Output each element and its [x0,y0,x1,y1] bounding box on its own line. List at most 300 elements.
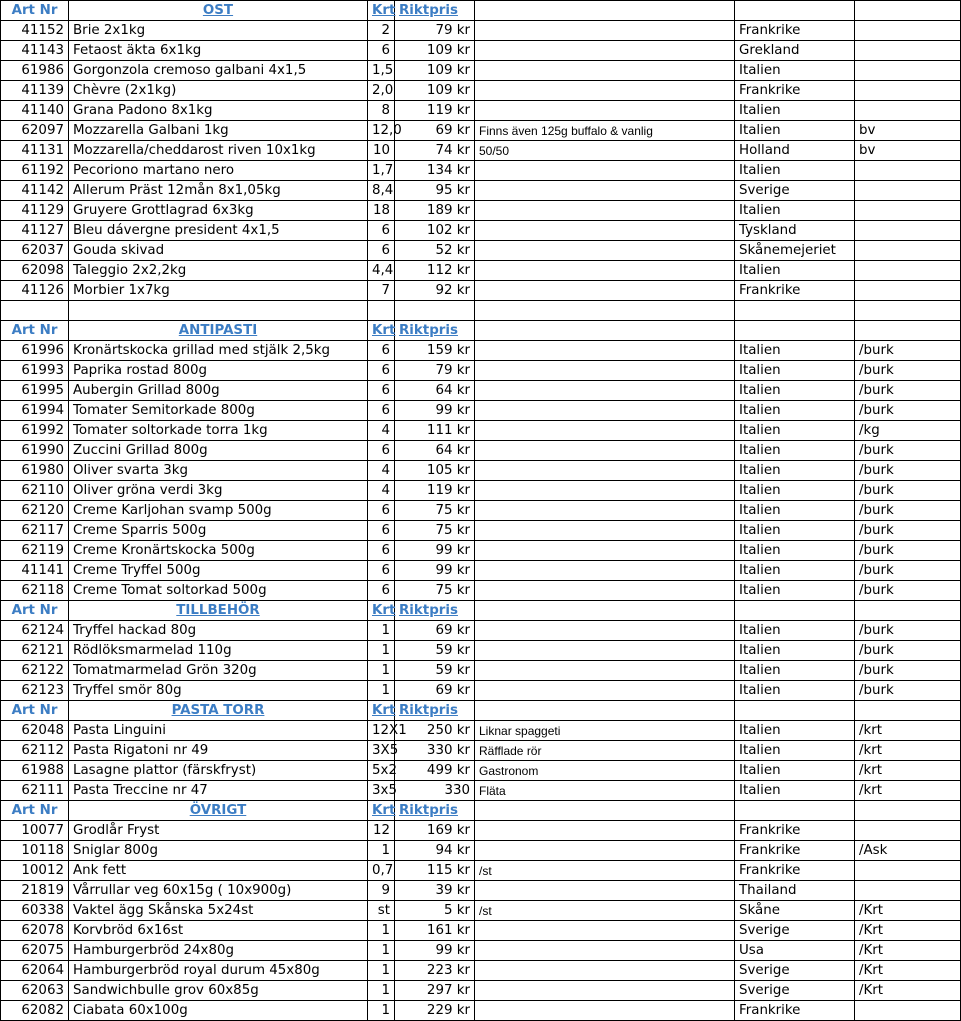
price: 109 kr [395,81,475,101]
price: 75 kr [395,501,475,521]
article-number: 62111 [1,781,69,801]
product-note: 50/50 [475,141,735,161]
origin: Holland [735,141,855,161]
origin: Italien [735,161,855,181]
unit: /burk [855,481,961,501]
table-row [1,401,961,421]
table-row [1,281,961,301]
origin: Italien [735,721,855,741]
unit [855,261,961,281]
product-name: Hamburgerbröd 24x80g [69,941,368,961]
price: 119 kr [395,101,475,121]
table-row [1,541,961,561]
table-row [1,501,961,521]
article-number: 62082 [1,1001,69,1021]
origin: Italien [735,481,855,501]
product-note [475,621,735,641]
product-name: Oliver gröna verdi 3kg [69,481,368,501]
carton-size: 2 [368,21,395,41]
table-row [1,481,961,501]
product-note [475,61,735,81]
price: 69 kr [395,121,475,141]
table-row [1,461,961,481]
table-row [1,381,961,401]
unit: /burk [855,381,961,401]
origin: Italien [735,61,855,81]
carton-size: 4 [368,461,395,481]
header-art-nr: Art Nr [1,321,69,341]
unit: /burk [855,681,961,701]
origin: Sverige [735,981,855,1001]
origin: Frankrike [735,841,855,861]
carton-size: 6 [368,541,395,561]
origin: Italien [735,341,855,361]
carton-size: 6 [368,381,395,401]
unit: /burk [855,641,961,661]
product-note [475,501,735,521]
table-row [1,241,961,261]
table-row [1,421,961,441]
article-number: 41139 [1,81,69,101]
carton-size: 6 [368,41,395,61]
section-title: ÖVRIGT [69,801,368,821]
table-row [1,621,961,641]
origin: Italien [735,621,855,641]
table-row [1,1001,961,1021]
price: 161 kr [395,921,475,941]
product-note [475,181,735,201]
table-row [1,41,961,61]
carton-size: 1 [368,921,395,941]
carton-size: 4 [368,421,395,441]
carton-size: 3X5 [368,741,395,761]
carton-size: 6 [368,361,395,381]
product-name: Rödlöksmarmelad 110g [69,641,368,661]
origin: Frankrike [735,821,855,841]
price: 92 kr [395,281,475,301]
product-note [475,221,735,241]
price: 330 [395,781,475,801]
origin: Sverige [735,921,855,941]
product-note [475,421,735,441]
product-note [475,341,735,361]
table-row [1,21,961,41]
product-note [475,461,735,481]
product-name: Pasta Linguini [69,721,368,741]
unit [855,101,961,121]
section-header [1,601,961,621]
section-title: PASTA TORR [69,701,368,721]
table-row [1,521,961,541]
product-note [475,641,735,661]
table-row [1,921,961,941]
table-row [1,181,961,201]
header-krt: Krt [368,601,395,621]
product-note [475,161,735,181]
product-note [475,401,735,421]
price: 229 kr [395,1001,475,1021]
section-title: OST [69,1,368,21]
table-row [1,661,961,681]
unit: bv [855,121,961,141]
origin: Sverige [735,181,855,201]
blank-row [1,301,961,321]
article-number: 61986 [1,61,69,81]
table-row [1,261,961,281]
product-note [475,281,735,301]
price: 95 kr [395,181,475,201]
table-row [1,721,961,741]
price: 99 kr [395,941,475,961]
header-art-nr: Art Nr [1,1,69,21]
product-name: Ciabata 60x100g [69,1001,368,1021]
product-name: Zuccini Grillad 800g [69,441,368,461]
header-empty [475,321,735,341]
unit: /burk [855,501,961,521]
origin: Italien [735,641,855,661]
unit: /burk [855,621,961,641]
table-row [1,101,961,121]
carton-size: 18 [368,201,395,221]
product-note [475,661,735,681]
product-name: Mozzarella Galbani 1kg [69,121,368,141]
price: 105 kr [395,461,475,481]
table-row [1,861,961,881]
product-note [475,521,735,541]
table-row [1,201,961,221]
origin: Italien [735,201,855,221]
origin: Frankrike [735,281,855,301]
article-number: 61993 [1,361,69,381]
unit: /krt [855,721,961,741]
unit: /burk [855,521,961,541]
product-note [475,481,735,501]
origin: Italien [735,681,855,701]
header-empty [855,321,961,341]
article-number: 61192 [1,161,69,181]
product-note: Fläta [475,781,735,801]
table-row [1,561,961,581]
table-row [1,161,961,181]
product-name: Grana Padono 8x1kg [69,101,368,121]
price: 330 kr [395,741,475,761]
origin: Italien [735,101,855,121]
article-number: 41126 [1,281,69,301]
product-note [475,541,735,561]
article-number: 41143 [1,41,69,61]
article-number: 62118 [1,581,69,601]
article-number: 41141 [1,561,69,581]
origin: Sverige [735,961,855,981]
origin: Italien [735,461,855,481]
product-name: Paprika rostad 800g [69,361,368,381]
product-note [475,821,735,841]
header-empty [855,1,961,21]
price: 297 kr [395,981,475,1001]
product-note [475,101,735,121]
unit: /Krt [855,961,961,981]
article-number: 62110 [1,481,69,501]
article-number: 62122 [1,661,69,681]
price: 99 kr [395,561,475,581]
header-empty [735,601,855,621]
product-note [475,921,735,941]
origin: Skånemejeriet [735,241,855,261]
unit: /Krt [855,901,961,921]
header-art-nr: Art Nr [1,701,69,721]
unit [855,81,961,101]
origin: Italien [735,121,855,141]
product-note [475,41,735,61]
header-empty [855,701,961,721]
price: 59 kr [395,641,475,661]
product-note [475,361,735,381]
table-row [1,361,961,381]
unit: /Krt [855,941,961,961]
product-name: Tryffel hackad 80g [69,621,368,641]
unit [855,821,961,841]
unit: /burk [855,401,961,421]
table-row [1,781,961,801]
price: 102 kr [395,221,475,241]
article-number: 61992 [1,421,69,441]
article-number: 21819 [1,881,69,901]
price: 159 kr [395,341,475,361]
table-row [1,981,961,1001]
origin: Italien [735,581,855,601]
table-row [1,881,961,901]
origin: Thailand [735,881,855,901]
header-empty [475,601,735,621]
origin: Frankrike [735,81,855,101]
table-row [1,81,961,101]
price: 119 kr [395,481,475,501]
product-note [475,21,735,41]
product-name: Tomatmarmelad Grön 320g [69,661,368,681]
price: 499 kr [395,761,475,781]
product-name: Brie 2x1kg [69,21,368,41]
price: 75 kr [395,581,475,601]
carton-size: 1,5 [368,61,395,81]
unit: /burk [855,541,961,561]
product-name: Aubergin Grillad 800g [69,381,368,401]
table-row [1,121,961,141]
origin: Frankrike [735,861,855,881]
origin: Frankrike [735,21,855,41]
price: 109 kr [395,61,475,81]
unit: bv [855,141,961,161]
unit: /burk [855,661,961,681]
origin: Usa [735,941,855,961]
table-row [1,141,961,161]
product-note [475,81,735,101]
product-name: Fetaost äkta 6x1kg [69,41,368,61]
table-row [1,741,961,761]
product-name: Taleggio 2x2,2kg [69,261,368,281]
product-note: /st [475,861,735,881]
carton-size: 1 [368,1001,395,1021]
product-name: Bleu dávergne president 4x1,5 [69,221,368,241]
carton-size: 1 [368,641,395,661]
carton-size: st [368,901,395,921]
carton-size: 1,7 [368,161,395,181]
article-number: 41129 [1,201,69,221]
header-riktpris: Riktpris [395,801,475,821]
article-number: 62120 [1,501,69,521]
table-row [1,841,961,861]
article-number: 61995 [1,381,69,401]
article-number: 62121 [1,641,69,661]
unit: /Ask [855,841,961,861]
carton-size: 2,0 [368,81,395,101]
product-note [475,201,735,221]
carton-size: 6 [368,401,395,421]
table-row [1,941,961,961]
price: 39 kr [395,881,475,901]
unit: /Krt [855,981,961,1001]
carton-size: 5x2 [368,761,395,781]
product-note [475,441,735,461]
product-name: Ank fett [69,861,368,881]
unit [855,21,961,41]
origin: Italien [735,741,855,761]
origin: Italien [735,421,855,441]
article-number: 62075 [1,941,69,961]
article-number: 62064 [1,961,69,981]
header-krt: Krt [368,1,395,21]
carton-size: 6 [368,241,395,261]
carton-size: 0,7 [368,861,395,881]
table-row [1,641,961,661]
unit: /krt [855,761,961,781]
table-row [1,681,961,701]
product-name: Tomater Semitorkade 800g [69,401,368,421]
article-number: 61980 [1,461,69,481]
carton-size: 9 [368,881,395,901]
product-note [475,581,735,601]
unit [855,1001,961,1021]
product-name: Vaktel ägg Skånska 5x24st [69,901,368,921]
price: 94 kr [395,841,475,861]
unit [855,881,961,901]
price: 59 kr [395,661,475,681]
section-header [1,801,961,821]
price: 75 kr [395,521,475,541]
article-number: 62063 [1,981,69,1001]
product-name: Tomater soltorkade torra 1kg [69,421,368,441]
table-row [1,221,961,241]
article-number: 61994 [1,401,69,421]
carton-size: 4,4 [368,261,395,281]
product-note [475,941,735,961]
empty-cell [855,301,961,321]
unit [855,161,961,181]
empty-cell [395,301,475,321]
price: 79 kr [395,21,475,41]
carton-size: 12,0 [368,121,395,141]
product-name: Grodlår Fryst [69,821,368,841]
article-number: 62119 [1,541,69,561]
product-note [475,981,735,1001]
unit [855,61,961,81]
article-number: 41131 [1,141,69,161]
product-note: Gastronom [475,761,735,781]
article-number: 10012 [1,861,69,881]
header-empty [475,1,735,21]
carton-size: 6 [368,501,395,521]
price: 99 kr [395,541,475,561]
carton-size: 1 [368,681,395,701]
header-art-nr: Art Nr [1,801,69,821]
price: 52 kr [395,241,475,261]
section-header [1,701,961,721]
price: 69 kr [395,621,475,641]
article-number: 62078 [1,921,69,941]
product-note: Liknar spaggeti [475,721,735,741]
article-number: 61988 [1,761,69,781]
price: 250 kr [395,721,475,741]
unit: /burk [855,461,961,481]
section-header [1,1,961,21]
header-empty [475,801,735,821]
carton-size: 1 [368,961,395,981]
carton-size: 6 [368,441,395,461]
product-name: Sniglar 800g [69,841,368,861]
product-note [475,381,735,401]
product-name: Creme Kronärtskocka 500g [69,541,368,561]
product-name: Creme Tryffel 500g [69,561,368,581]
origin: Italien [735,761,855,781]
product-name: Kronärtskocka grillad med stjälk 2,5kg [69,341,368,361]
product-note [475,261,735,281]
header-krt: Krt [368,801,395,821]
header-krt: Krt [368,321,395,341]
price: 115 kr [395,861,475,881]
origin: Italien [735,361,855,381]
product-note [475,1001,735,1021]
price: 69 kr [395,681,475,701]
unit: /burk [855,441,961,461]
origin: Grekland [735,41,855,61]
carton-size: 1 [368,661,395,681]
empty-cell [368,301,395,321]
unit [855,41,961,61]
header-krt: Krt [368,701,395,721]
article-number: 10077 [1,821,69,841]
unit [855,221,961,241]
origin: Italien [735,441,855,461]
carton-size: 1 [368,621,395,641]
price: 99 kr [395,401,475,421]
origin: Italien [735,781,855,801]
empty-cell [69,301,368,321]
unit [855,241,961,261]
header-empty [735,801,855,821]
header-riktpris: Riktpris [395,601,475,621]
header-riktpris: Riktpris [395,1,475,21]
product-note: Finns även 125g buffalo & vanlig [475,121,735,141]
table-row [1,581,961,601]
price: 189 kr [395,201,475,221]
header-art-nr: Art Nr [1,601,69,621]
price: 64 kr [395,441,475,461]
origin: Italien [735,561,855,581]
carton-size: 12X1 [368,721,395,741]
article-number: 10118 [1,841,69,861]
article-number: 41127 [1,221,69,241]
origin: Italien [735,661,855,681]
price: 109 kr [395,41,475,61]
